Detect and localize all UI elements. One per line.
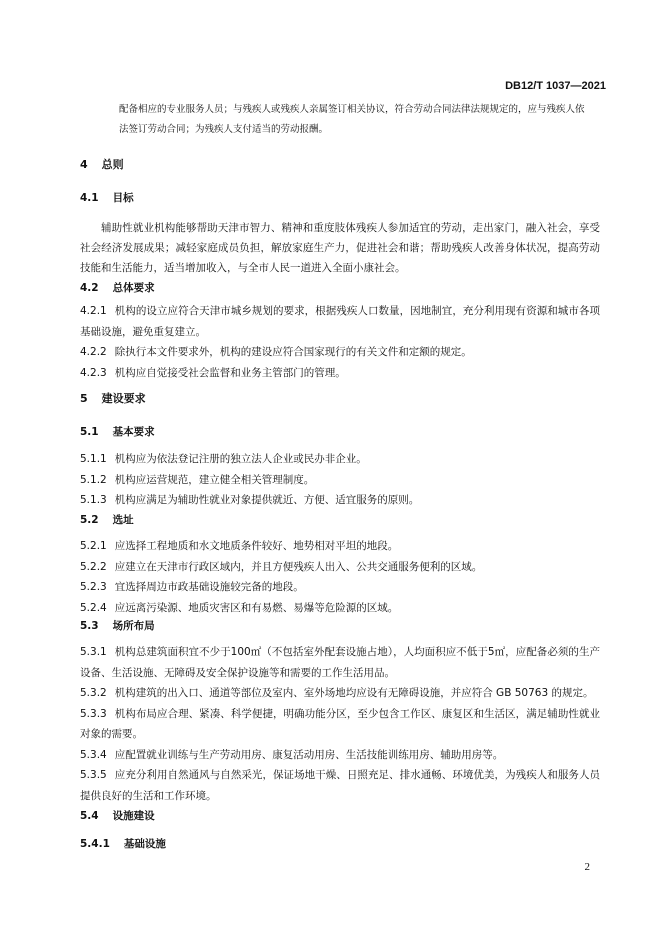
section-5-4-heading: [80, 808, 600, 823]
clause-number: 4.2.2: [80, 346, 107, 358]
clause-number: 4.2.1: [80, 305, 107, 317]
section-title: 总则: [101, 158, 124, 171]
subsection-title: 场所布局: [112, 620, 155, 632]
clause-number: 5.3.1: [80, 646, 107, 658]
subsection-title: 目标: [112, 192, 134, 204]
section-5-3-items: [80, 642, 600, 806]
clause-text: 应建立在天津市行政区域内，并且方便残疾人出入、公共交通服务便利的区域。: [114, 560, 483, 573]
subsection-number: 4.1: [80, 192, 99, 204]
clause-item: [80, 577, 600, 598]
section-4-2-heading: [80, 280, 600, 295]
clause-number: 5.1.1: [80, 453, 107, 465]
clause-text: 应远离污染源、地质灾害区和有易燃、易爆等危险源的区域。: [114, 601, 399, 614]
clause-text: 应配置就业训练与生产劳动用房、康复活动用房、生活技能训练用房、辅助用房等。: [114, 748, 504, 761]
section-5-3-heading: [80, 618, 600, 633]
section-5-heading: [80, 390, 600, 406]
subsection-number: 4.2: [80, 282, 99, 294]
section-number: 5: [80, 392, 88, 405]
section-5-2-items: [80, 536, 600, 618]
clause-text: 机构应满足为辅助性就业对象提供就近、方便、适宜服务的原则。: [114, 494, 420, 506]
clause-text: 机构建筑的出入口、通道等部位及室内、室外场地均应设有无障碍设施，并应符合 GB 50763 的规定。: [114, 687, 594, 699]
clause-item: [80, 683, 600, 704]
subsection-number: 5.2: [80, 514, 99, 526]
clause-text: 机构的设立应符合天津市城乡规划的要求，根据残疾人口数量，因地制宜，充分利用现有资源和城市各项基础设施，避免重复建立。: [80, 305, 600, 338]
clause-number: 5.3.3: [80, 707, 107, 720]
clause-item: [80, 642, 600, 683]
goal-paragraph: 辅助性就业机构能够帮助天津市智力、精神和重度肢体残疾人参加适宜的劳动，走出家门，融入社会，享受社会经济发展成果；减轻家庭成员负担，解放家庭生产力，促进社会和谐；帮助残疾人改善身体状况，提高劳动技能和生活能力，适当增加收入，与全市人民一道进入全面小康社会。: [80, 222, 600, 274]
doc-code-header: DB12/T 1037—2021: [505, 80, 606, 92]
clause-number: 5.3.2: [80, 687, 107, 699]
clause-number: 5.1.2: [80, 473, 107, 486]
clause-item: [80, 470, 600, 491]
clause-text: 机构总建筑面积宜不少于100㎡（不包括室外配套设施占地），人均面积应不低于5㎡，应配备必须的生产设备、生活设施、无障碍及安全保护设施等和需要的工作生活用品。: [80, 646, 600, 679]
section-5-1-heading: [80, 424, 600, 439]
clause-text: 宜选择周边市政基础设施较完备的地段。: [114, 581, 304, 593]
subsection-number: 5.4: [80, 810, 99, 822]
section-5-1-items: [80, 449, 600, 511]
clause-text: 机构布局应合理、紧凑、科学便捷，明确功能分区，至少包含工作区、康复区和生活区，满足辅助性就业对象的需要。: [80, 707, 600, 740]
section-5-2-heading: [80, 512, 600, 527]
subsection-title: 选址: [112, 514, 134, 526]
clause-text: 机构应运营规范，建立健全相关管理制度。: [114, 473, 315, 486]
clause-item: [80, 745, 600, 766]
carry-over-paragraph: 配备相应的专业服务人员；与残疾人或残疾人亲属签订相关协议，符合劳动合同法律法规规定的，应与残疾人依法签订劳动合同；为残疾人支付适当的劳动报酬。: [119, 104, 585, 135]
section-title: 建设要求: [101, 392, 146, 405]
section-4-1-heading: [80, 190, 600, 205]
clause-item: [80, 301, 600, 342]
section-5-4-1-heading: [80, 836, 600, 851]
clause-number: 5.2.2: [80, 560, 107, 573]
clause-item: [80, 557, 600, 578]
clause-item: [80, 765, 600, 806]
clause-text: 应充分利用自然通风与自然采光，保证场地干燥、日照充足、排水通畅、环境优美，为残疾人和服务人员提供良好的生活和工作环境。: [80, 769, 600, 802]
clause-item: [80, 363, 600, 384]
clause-number: 4.2.3: [80, 366, 107, 379]
clause-text: 除执行本文件要求外，机构的建设应符合国家现行的有关文件和定额的规定。: [114, 346, 472, 358]
page-number: 2: [584, 861, 590, 873]
subsection-number: 5.4.1: [80, 838, 110, 850]
clause-item: [80, 536, 600, 557]
subsection-title: 设施建设: [112, 810, 155, 822]
clause-number: 5.2.3: [80, 581, 107, 593]
clause-item: [80, 490, 600, 511]
clause-item: [80, 704, 600, 745]
clause-item: [80, 598, 600, 619]
section-4-2-items: [80, 301, 600, 383]
clause-number: 5.2.4: [80, 601, 107, 614]
section-4-heading: [80, 156, 600, 172]
subsection-title: 总体要求: [112, 282, 155, 294]
subsection-number: 5.3: [80, 620, 99, 632]
clause-text: 应选择工程地质和水文地质条件较好、地势相对平坦的地段。: [114, 540, 399, 552]
subsection-title: 基本要求: [112, 426, 155, 438]
clause-number: 5.3.5: [80, 769, 107, 781]
clause-number: 5.1.3: [80, 494, 107, 506]
clause-item: [80, 449, 600, 470]
clause-number: 5.2.1: [80, 540, 107, 552]
clause-number: 5.3.4: [80, 748, 107, 761]
clause-text: 机构应为依法登记注册的独立法人企业或民办非企业。: [114, 453, 367, 465]
section-number: 4: [80, 158, 88, 171]
clause-text: 机构应自觉接受社会监督和业务主管部门的管理。: [114, 366, 346, 379]
subsection-title: 基础设施: [123, 838, 166, 850]
subsection-number: 5.1: [80, 426, 99, 438]
clause-item: [80, 342, 600, 363]
